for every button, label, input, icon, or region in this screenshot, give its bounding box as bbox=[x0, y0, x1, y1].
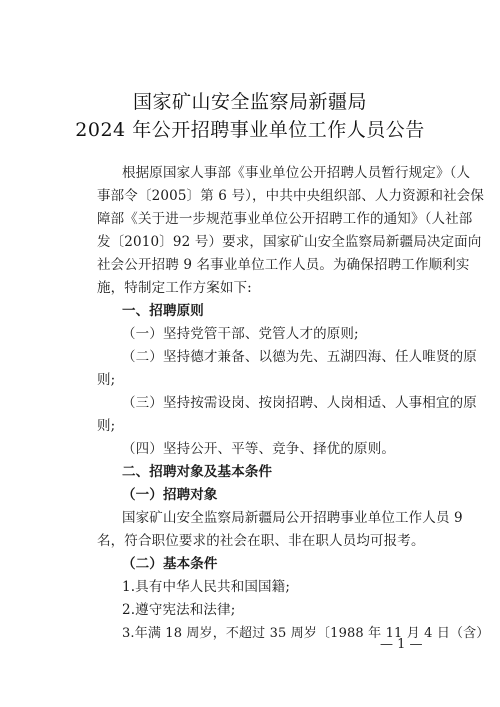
body-line: （二）坚持德才兼备、以德为先、五湖四海、任人唯贤的原 bbox=[122, 349, 477, 365]
body-line: 国家矿山安全监察局新疆局公开招聘事业单位工作人员 9 bbox=[122, 510, 463, 526]
body-line: 2.遵守宪法和法律; bbox=[122, 602, 236, 618]
page-number: — 1 — bbox=[380, 637, 423, 652]
subsection-heading: （二）基本条件 bbox=[122, 556, 218, 572]
body-line: 施，特制定工作方案如下: bbox=[97, 280, 252, 296]
body-line: 事部令〔2005〕第 6 号），中共中央组织部、人力资源和社会保 bbox=[97, 188, 485, 204]
subsection-heading: （一）招聘对象 bbox=[122, 487, 218, 503]
body-line: 1.具有中华人民共和国国籍; bbox=[122, 579, 291, 595]
section-heading: 一、招聘原则 bbox=[122, 303, 204, 319]
document-title-line-1: 国家矿山安全监察局新疆局 bbox=[132, 91, 367, 113]
body-line: 3.年满 18 周岁，不超过 35 周岁〔1988 年 11 月 4 日（含） bbox=[122, 626, 490, 641]
body-line: （三）坚持按需设岗、按岗招聘、人岗相适、人事相宜的原 bbox=[122, 395, 477, 411]
body-line: 则; bbox=[97, 372, 116, 388]
body-line: （一）坚持党管干部、党管人才的原则; bbox=[122, 326, 359, 342]
body-line: 障部《关于进一步规范事业单位公开招聘工作的通知》（人社部 bbox=[97, 211, 473, 227]
body-line: 名，符合职位要求的社会在职、非在职人员均可报考。 bbox=[97, 533, 425, 549]
body-line: 社会公开招聘 9 名事业单位工作人员。为确保招聘工作顺利实 bbox=[97, 257, 470, 273]
body-line: 根据原国家人事部《事业单位公开招聘人员暂行规定》（人 bbox=[122, 165, 471, 181]
document-title-line-2: 2024 年公开招聘事业单位工作人员公告 bbox=[75, 119, 425, 141]
body-line: 则; bbox=[97, 418, 116, 434]
body-line: （四）坚持公开、平等、竞争、择优的原则。 bbox=[122, 441, 395, 457]
section-heading: 二、招聘对象及基本条件 bbox=[122, 464, 273, 480]
body-line: 发〔2010〕92 号）要求，国家矿山安全监察局新疆局决定面向 bbox=[97, 234, 482, 250]
